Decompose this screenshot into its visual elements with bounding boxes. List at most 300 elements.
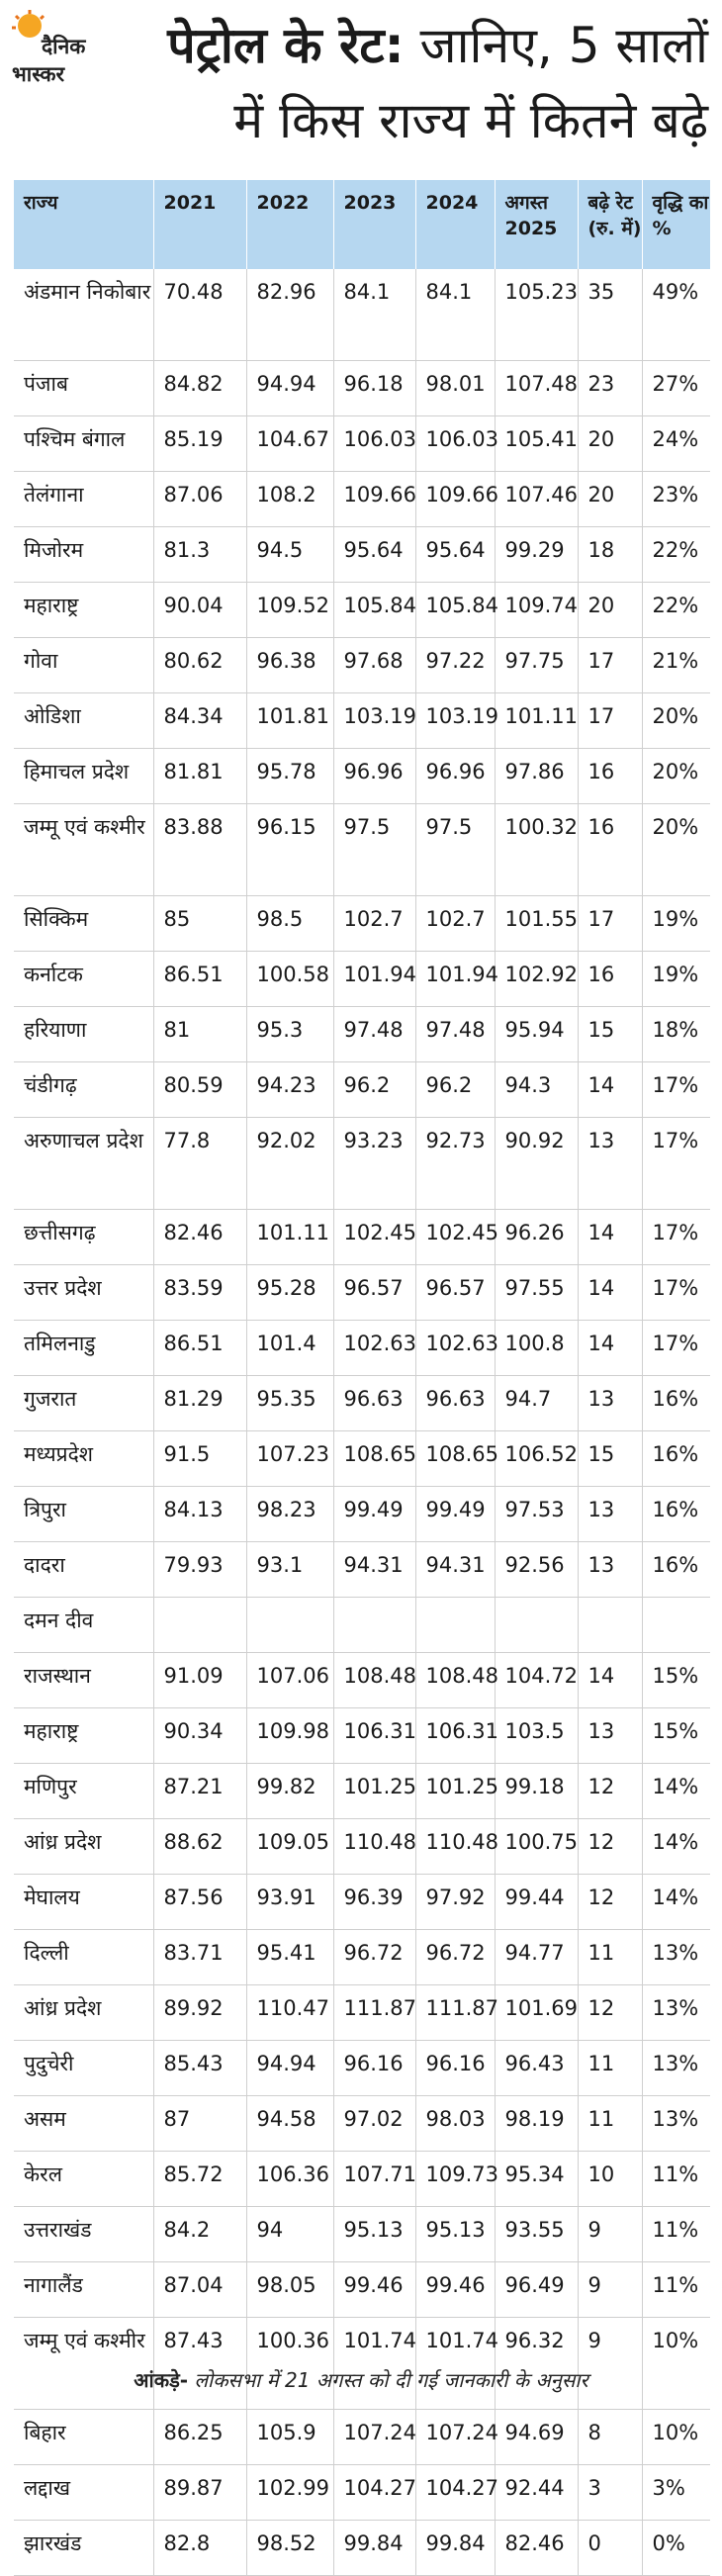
header-2023: 2023: [333, 180, 415, 269]
table-row: [14, 527, 710, 583]
cell-2021: [153, 1598, 246, 1653]
cell-increase: 10: [578, 2152, 642, 2207]
cell-2024: 102.63: [415, 1321, 495, 1376]
table-row: [14, 952, 710, 1007]
cell-2021: 81.29: [153, 1376, 246, 1431]
cell-2022: 101.4: [246, 1321, 333, 1376]
cell-2022: 93.91: [246, 1875, 333, 1930]
cell-increase: 15: [578, 1431, 642, 1487]
cell-2023: 97.48: [333, 1007, 415, 1062]
cell-growth: 49%: [642, 269, 710, 361]
cell-state: हरियाणा: [14, 1007, 153, 1062]
cell-2023: 99.49: [333, 1487, 415, 1542]
header-aug-2025: अगस्त 2025: [495, 180, 578, 269]
cell-state: उत्तर प्रदेश: [14, 1265, 153, 1321]
cell-growth: 21%: [642, 638, 710, 693]
cell-2023: 96.96: [333, 749, 415, 804]
cell-increase: 16: [578, 952, 642, 1007]
cell-state: बिहार: [14, 2410, 153, 2465]
cell-2021: 86.51: [153, 1321, 246, 1376]
cell-2024: 109.73: [415, 2152, 495, 2207]
cell-2023: 105.84: [333, 583, 415, 638]
cell-growth: 17%: [642, 1118, 710, 1210]
cell-increase: 9: [578, 2318, 642, 2410]
cell-growth: 16%: [642, 1376, 710, 1431]
cell-increase: 13: [578, 1118, 642, 1210]
cell-2024: 108.48: [415, 1653, 495, 1708]
cell-increase: 18: [578, 527, 642, 583]
cell-2024: 96.72: [415, 1930, 495, 1985]
cell-2023: 94.31: [333, 1542, 415, 1598]
cell-2024: 99.84: [415, 2521, 495, 2576]
cell-growth: 23%: [642, 472, 710, 527]
cell-growth: 13%: [642, 1930, 710, 1985]
cell-increase: 3: [578, 2465, 642, 2521]
table-row: [14, 361, 710, 416]
cell-2022: 101.11: [246, 1210, 333, 1265]
cell-2023: 95.64: [333, 527, 415, 583]
cell-2023: 96.72: [333, 1930, 415, 1985]
cell-increase: 14: [578, 1265, 642, 1321]
table-row: [14, 1321, 710, 1376]
cell-2022: 92.02: [246, 1118, 333, 1210]
cell-growth: 17%: [642, 1062, 710, 1118]
table-row: [14, 1265, 710, 1321]
source-label: आंकड़े-: [134, 2368, 189, 2392]
cell-2024: 106.03: [415, 416, 495, 472]
cell-2021: 87.56: [153, 1875, 246, 1930]
cell-2022: 94.94: [246, 361, 333, 416]
source-text: लोकसभा में 21 अगस्त को दी गई जानकारी के अनुसार: [188, 2368, 588, 2392]
cell-2024: 99.46: [415, 2262, 495, 2318]
table-row: [14, 2262, 710, 2318]
cell-aug-2025: 105.41: [495, 416, 578, 472]
cell-aug-2025: 99.18: [495, 1764, 578, 1819]
cell-state: अरुणाचल प्रदेश: [14, 1118, 153, 1210]
cell-increase: 0: [578, 2521, 642, 2576]
cell-state: लद्दाख: [14, 2465, 153, 2521]
cell-2021: 84.34: [153, 693, 246, 749]
cell-increase: 11: [578, 2096, 642, 2152]
cell-aug-2025: 107.48: [495, 361, 578, 416]
cell-2021: 85.72: [153, 2152, 246, 2207]
cell-growth: 14%: [642, 1819, 710, 1875]
cell-2021: 85: [153, 896, 246, 952]
cell-increase: 13: [578, 1376, 642, 1431]
cell-2022: 94.94: [246, 2041, 333, 2096]
cell-2023: 97.68: [333, 638, 415, 693]
cell-state: छत्तीसगढ़: [14, 1210, 153, 1265]
cell-2023: 101.74: [333, 2318, 415, 2410]
cell-aug-2025: 100.8: [495, 1321, 578, 1376]
cell-aug-2025: 94.7: [495, 1376, 578, 1431]
cell-2022: 95.78: [246, 749, 333, 804]
cell-increase: 11: [578, 2041, 642, 2096]
cell-aug-2025: 102.92: [495, 952, 578, 1007]
cell-2021: 84.2: [153, 2207, 246, 2262]
cell-state: कर्नाटक: [14, 952, 153, 1007]
cell-2023: 102.63: [333, 1321, 415, 1376]
cell-2024: 101.94: [415, 952, 495, 1007]
cell-2022: 101.81: [246, 693, 333, 749]
cell-state: तमिलनाडु: [14, 1321, 153, 1376]
cell-2023: 107.24: [333, 2410, 415, 2465]
table-row: [14, 1985, 710, 2041]
cell-aug-2025: 98.19: [495, 2096, 578, 2152]
cell-2023: 102.7: [333, 896, 415, 952]
cell-state: त्रिपुरा: [14, 1487, 153, 1542]
cell-2021: 86.25: [153, 2410, 246, 2465]
cell-aug-2025: 109.74: [495, 583, 578, 638]
cell-increase: 16: [578, 749, 642, 804]
cell-aug-2025: 97.86: [495, 749, 578, 804]
cell-2021: 83.59: [153, 1265, 246, 1321]
cell-aug-2025: 99.29: [495, 527, 578, 583]
cell-increase: 17: [578, 693, 642, 749]
cell-2024: 102.45: [415, 1210, 495, 1265]
cell-2023: 96.16: [333, 2041, 415, 2096]
table-row: [14, 2041, 710, 2096]
cell-aug-2025: 100.32: [495, 804, 578, 896]
cell-state: तेलंगाना: [14, 472, 153, 527]
cell-2021: 90.34: [153, 1708, 246, 1764]
cell-2024: 107.24: [415, 2410, 495, 2465]
table-row: [14, 2096, 710, 2152]
table-row: [14, 2465, 710, 2521]
cell-2024: 102.7: [415, 896, 495, 952]
cell-2021: 91.09: [153, 1653, 246, 1708]
cell-2022: 108.2: [246, 472, 333, 527]
cell-2021: 85.43: [153, 2041, 246, 2096]
cell-increase: 12: [578, 1985, 642, 2041]
header-state: राज्य: [14, 180, 153, 269]
cell-2022: 107.23: [246, 1431, 333, 1487]
cell-growth: 15%: [642, 1708, 710, 1764]
cell-aug-2025: 96.32: [495, 2318, 578, 2410]
cell-increase: [578, 1598, 642, 1653]
cell-2024: 98.03: [415, 2096, 495, 2152]
dainik-bhaskar-logo: [8, 10, 93, 99]
table-row: [14, 1542, 710, 1598]
cell-growth: 20%: [642, 749, 710, 804]
cell-increase: 20: [578, 416, 642, 472]
cell-aug-2025: 94.3: [495, 1062, 578, 1118]
cell-2024: 95.64: [415, 527, 495, 583]
cell-2022: [246, 1598, 333, 1653]
cell-2024: 106.31: [415, 1708, 495, 1764]
cell-growth: 11%: [642, 2152, 710, 2207]
cell-2022: 109.52: [246, 583, 333, 638]
table-row: [14, 1431, 710, 1487]
table-row: [14, 1487, 710, 1542]
cell-aug-2025: 97.53: [495, 1487, 578, 1542]
table-header-row: [14, 180, 710, 269]
cell-2024: 105.84: [415, 583, 495, 638]
cell-aug-2025: 100.75: [495, 1819, 578, 1875]
table-row: [14, 1598, 710, 1653]
cell-2022: 82.96: [246, 269, 333, 361]
cell-state: दमन दीव: [14, 1598, 153, 1653]
header-2021: 2021: [153, 180, 246, 269]
cell-2021: 87.43: [153, 2318, 246, 2410]
cell-aug-2025: 99.44: [495, 1875, 578, 1930]
cell-2022: 98.05: [246, 2262, 333, 2318]
cell-2022: 96.38: [246, 638, 333, 693]
table-row: [14, 1819, 710, 1875]
table-row: [14, 1930, 710, 1985]
cell-2021: 89.92: [153, 1985, 246, 2041]
cell-increase: 16: [578, 804, 642, 896]
cell-aug-2025: 82.46: [495, 2521, 578, 2576]
source-note: [0, 2366, 722, 2393]
cell-2021: 83.71: [153, 1930, 246, 1985]
cell-2023: 96.18: [333, 361, 415, 416]
cell-2021: 87.04: [153, 2262, 246, 2318]
cell-2021: 90.04: [153, 583, 246, 638]
petrol-rate-table: [14, 180, 710, 2576]
cell-growth: 13%: [642, 2041, 710, 2096]
cell-2023: 93.23: [333, 1118, 415, 1210]
cell-2022: 104.67: [246, 416, 333, 472]
cell-increase: 15: [578, 1007, 642, 1062]
cell-aug-2025: 96.49: [495, 2262, 578, 2318]
cell-2024: 97.92: [415, 1875, 495, 1930]
cell-2022: 110.47: [246, 1985, 333, 2041]
table-row: [14, 1875, 710, 1930]
cell-state: महाराष्ट्र: [14, 583, 153, 638]
header-2022: 2022: [246, 180, 333, 269]
cell-growth: 0%: [642, 2521, 710, 2576]
cell-2024: 96.16: [415, 2041, 495, 2096]
cell-increase: 11: [578, 1930, 642, 1985]
cell-2022: 94: [246, 2207, 333, 2262]
cell-aug-2025: 94.69: [495, 2410, 578, 2465]
cell-aug-2025: 104.72: [495, 1653, 578, 1708]
title-line2: में किस राज्य में कितने बढ़े: [233, 92, 708, 149]
cell-growth: 15%: [642, 1653, 710, 1708]
cell-increase: 35: [578, 269, 642, 361]
cell-aug-2025: 92.44: [495, 2465, 578, 2521]
cell-state: मेघालय: [14, 1875, 153, 1930]
table-row: [14, 749, 710, 804]
table-row: [14, 1007, 710, 1062]
cell-2021: 81.3: [153, 527, 246, 583]
cell-2022: 96.15: [246, 804, 333, 896]
table-row: [14, 583, 710, 638]
cell-2022: 95.35: [246, 1376, 333, 1431]
cell-2022: 99.82: [246, 1764, 333, 1819]
cell-2023: 101.25: [333, 1764, 415, 1819]
cell-growth: 13%: [642, 2096, 710, 2152]
cell-state: झारखंड: [14, 2521, 153, 2576]
cell-state: उत्तराखंड: [14, 2207, 153, 2262]
cell-2024: 103.19: [415, 693, 495, 749]
cell-aug-2025: 93.55: [495, 2207, 578, 2262]
table-row: [14, 896, 710, 952]
cell-2022: 98.52: [246, 2521, 333, 2576]
cell-2023: 111.87: [333, 1985, 415, 2041]
cell-state: मध्यप्रदेश: [14, 1431, 153, 1487]
cell-state: दिल्ली: [14, 1930, 153, 1985]
cell-2024: 97.22: [415, 638, 495, 693]
cell-aug-2025: 107.46: [495, 472, 578, 527]
cell-state: अंडमान निकोबार: [14, 269, 153, 361]
cell-increase: 14: [578, 1062, 642, 1118]
table-row: [14, 1118, 710, 1210]
cell-growth: 17%: [642, 1265, 710, 1321]
header-2024: 2024: [415, 180, 495, 269]
cell-2024: 101.25: [415, 1764, 495, 1819]
cell-2023: 101.94: [333, 952, 415, 1007]
cell-increase: 8: [578, 2410, 642, 2465]
cell-state: जम्मू एवं कश्मीर: [14, 804, 153, 896]
cell-2022: 95.28: [246, 1265, 333, 1321]
cell-increase: 14: [578, 1321, 642, 1376]
logo-line2: भास्कर: [12, 62, 65, 86]
cell-growth: 22%: [642, 527, 710, 583]
cell-state: पश्चिम बंगाल: [14, 416, 153, 472]
cell-2024: 96.57: [415, 1265, 495, 1321]
cell-increase: 17: [578, 638, 642, 693]
header-growth-percent: वृद्धि का %: [642, 180, 710, 269]
cell-2021: 89.87: [153, 2465, 246, 2521]
cell-growth: 20%: [642, 693, 710, 749]
cell-2022: 109.05: [246, 1819, 333, 1875]
cell-2023: 104.27: [333, 2465, 415, 2521]
cell-increase: 20: [578, 472, 642, 527]
cell-state: ओडिशा: [14, 693, 153, 749]
cell-2021: 80.59: [153, 1062, 246, 1118]
cell-aug-2025: 97.75: [495, 638, 578, 693]
table-row: [14, 693, 710, 749]
cell-growth: 24%: [642, 416, 710, 472]
cell-2024: 101.74: [415, 2318, 495, 2410]
cell-2021: 86.51: [153, 952, 246, 1007]
cell-2022: 94.23: [246, 1062, 333, 1118]
cell-2023: 97.02: [333, 2096, 415, 2152]
cell-growth: 14%: [642, 1875, 710, 1930]
cell-growth: 17%: [642, 1321, 710, 1376]
cell-state: पुदुचेरी: [14, 2041, 153, 2096]
table-row: [14, 1062, 710, 1118]
cell-aug-2025: 101.55: [495, 896, 578, 952]
cell-2022: 100.58: [246, 952, 333, 1007]
cell-aug-2025: [495, 1598, 578, 1653]
cell-2024: 84.1: [415, 269, 495, 361]
cell-2022: 102.99: [246, 2465, 333, 2521]
table-row: [14, 416, 710, 472]
cell-2024: 109.66: [415, 472, 495, 527]
cell-increase: 9: [578, 2262, 642, 2318]
cell-state: आंध्र प्रदेश: [14, 1819, 153, 1875]
cell-growth: 11%: [642, 2262, 710, 2318]
cell-2024: 99.49: [415, 1487, 495, 1542]
cell-state: आंध्र प्रदेश: [14, 1985, 153, 2041]
cell-2022: 109.98: [246, 1708, 333, 1764]
cell-growth: 19%: [642, 952, 710, 1007]
cell-aug-2025: 96.26: [495, 1210, 578, 1265]
cell-2022: 106.36: [246, 2152, 333, 2207]
table-row: [14, 1210, 710, 1265]
cell-state: मणिपुर: [14, 1764, 153, 1819]
cell-growth: 18%: [642, 1007, 710, 1062]
cell-2023: 84.1: [333, 269, 415, 361]
cell-growth: 20%: [642, 804, 710, 896]
cell-state: महाराष्ट्र: [14, 1708, 153, 1764]
cell-2021: 91.5: [153, 1431, 246, 1487]
table-row: [14, 1376, 710, 1431]
cell-2021: 83.88: [153, 804, 246, 896]
cell-increase: 12: [578, 1875, 642, 1930]
cell-increase: 14: [578, 1653, 642, 1708]
table-row: [14, 2410, 710, 2465]
cell-2022: 94.58: [246, 2096, 333, 2152]
cell-2024: 97.48: [415, 1007, 495, 1062]
cell-growth: 19%: [642, 896, 710, 952]
cell-increase: 23: [578, 361, 642, 416]
cell-2024: 97.5: [415, 804, 495, 896]
cell-state: गुजरात: [14, 1376, 153, 1431]
cell-aug-2025: 90.92: [495, 1118, 578, 1210]
cell-2023: 95.13: [333, 2207, 415, 2262]
cell-2024: 92.73: [415, 1118, 495, 1210]
cell-2024: 94.31: [415, 1542, 495, 1598]
cell-2024: 96.96: [415, 749, 495, 804]
cell-growth: [642, 1598, 710, 1653]
cell-2022: 98.23: [246, 1487, 333, 1542]
cell-state: गोवा: [14, 638, 153, 693]
cell-growth: 13%: [642, 1985, 710, 2041]
table-row: [14, 269, 710, 361]
cell-state: असम: [14, 2096, 153, 2152]
header: [0, 0, 722, 168]
cell-growth: 17%: [642, 1210, 710, 1265]
cell-aug-2025: 92.56: [495, 1542, 578, 1598]
cell-2024: 98.01: [415, 361, 495, 416]
table-row: [14, 2207, 710, 2262]
cell-2022: 94.5: [246, 527, 333, 583]
cell-aug-2025: 101.11: [495, 693, 578, 749]
table-row: [14, 1764, 710, 1819]
cell-2021: 77.8: [153, 1118, 246, 1210]
table-row: [14, 804, 710, 896]
header-increase: बढ़े रेट (रु. में): [578, 180, 642, 269]
cell-2024: 95.13: [415, 2207, 495, 2262]
page-title: [95, 8, 708, 158]
cell-2021: 85.19: [153, 416, 246, 472]
cell-2023: 108.48: [333, 1653, 415, 1708]
cell-2023: 110.48: [333, 1819, 415, 1875]
cell-2022: 100.36: [246, 2318, 333, 2410]
cell-aug-2025: 103.5: [495, 1708, 578, 1764]
cell-increase: 9: [578, 2207, 642, 2262]
cell-2021: 87.21: [153, 1764, 246, 1819]
cell-2024: 104.27: [415, 2465, 495, 2521]
cell-growth: 16%: [642, 1487, 710, 1542]
cell-increase: 13: [578, 1542, 642, 1598]
cell-2023: 96.2: [333, 1062, 415, 1118]
cell-growth: 3%: [642, 2465, 710, 2521]
title-rest: जानिए, 5 सालों: [404, 17, 708, 74]
table-row: [14, 2318, 710, 2410]
cell-2022: 105.9: [246, 2410, 333, 2465]
table-row: [14, 1708, 710, 1764]
cell-2023: 96.39: [333, 1875, 415, 1930]
cell-state: चंडीगढ़: [14, 1062, 153, 1118]
cell-state: केरल: [14, 2152, 153, 2207]
cell-increase: 13: [578, 1708, 642, 1764]
cell-aug-2025: 106.52: [495, 1431, 578, 1487]
